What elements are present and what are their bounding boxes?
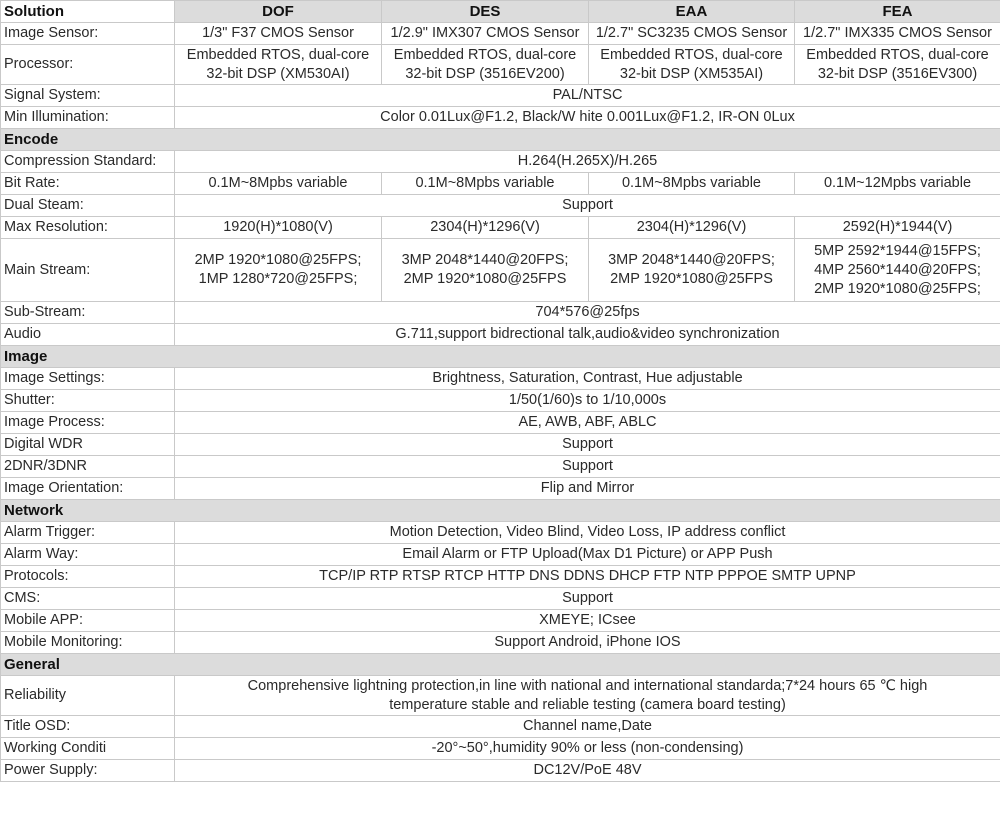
cell-value: Flip and Mirror [175, 478, 1000, 500]
table-row [1, 85, 1000, 107]
row-label: Title OSD: [1, 716, 175, 738]
cell-line: 3MP 2048*1440@20FPS; [401, 252, 569, 268]
table-row [1, 478, 1000, 500]
table-row [1, 173, 1000, 195]
cell-value: 704*576@25fps [175, 302, 1000, 324]
table-row [1, 217, 1000, 239]
cell-value: Support [175, 456, 1000, 478]
model-header-eaa: EAA [589, 1, 795, 23]
row-label: Digital WDR [1, 434, 175, 456]
section-row [1, 129, 1000, 151]
cell-value: PAL/NTSC [175, 85, 1000, 107]
cell-value: Support [175, 195, 1000, 217]
cell-line: 5MP 2592*1944@15FPS; [814, 242, 981, 259]
cell-line: 4MP 2560*1440@20FPS; [814, 261, 981, 278]
table-row [1, 522, 1000, 544]
cell-value: Brightness, Saturation, Contrast, Hue adjustable [175, 368, 1000, 390]
cell-value: Support [175, 588, 1000, 610]
row-label: Working Conditi [1, 738, 175, 760]
row-label: Alarm Way: [1, 544, 175, 566]
table-row [1, 45, 1000, 85]
cell-line: 32-bit DSP (3516EV300) [817, 65, 978, 82]
table-row [1, 610, 1000, 632]
cell-value: Support [175, 434, 1000, 456]
table-row [1, 456, 1000, 478]
cell-value: Support Android, iPhone IOS [175, 632, 1000, 654]
cell-value: 1/2.9" IMX307 CMOS Sensor [382, 23, 589, 45]
section-row [1, 654, 1000, 676]
table-row [1, 324, 1000, 346]
row-label: Min Illumination: [1, 107, 175, 129]
row-label: Alarm Trigger: [1, 522, 175, 544]
row-label: 2DNR/3DNR [1, 456, 175, 478]
cell-value: DC12V/PoE 48V [175, 760, 1000, 782]
row-label: Shutter: [1, 390, 175, 412]
cell-value: G.711,support bidrectional talk,audio&video synchronization [175, 324, 1000, 346]
row-label: Compression Standard: [1, 151, 175, 173]
row-label: Image Sensor: [1, 23, 175, 45]
table-row [1, 566, 1000, 588]
cell-line: Comprehensive lightning protection,in line with national and international standarda;7*24 hours 65 ℃ high [247, 677, 928, 694]
model-header-des: DES [382, 1, 589, 23]
section-row [1, 346, 1000, 368]
row-label: Mobile APP: [1, 610, 175, 632]
section-title-image: Image [1, 346, 1000, 368]
row-label: Max Resolution: [1, 217, 175, 239]
row-label: Image Process: [1, 412, 175, 434]
section-row [1, 500, 1000, 522]
row-label: Protocols: [1, 566, 175, 588]
cell-value [382, 45, 589, 85]
table-row [1, 676, 1000, 716]
cell-line: 32-bit DSP (XM535AI) [619, 65, 764, 82]
cell-value [382, 239, 589, 302]
cell-value: H.264(H.265X)/H.265 [175, 151, 1000, 173]
cell-value [589, 239, 795, 302]
table-row [1, 107, 1000, 129]
solution-header: Solution [1, 1, 175, 23]
row-label: Sub-Stream: [1, 302, 175, 324]
table-row [1, 368, 1000, 390]
cell-line: Embedded RTOS, dual-core [186, 46, 370, 63]
table-row [1, 760, 1000, 782]
cell-value: Motion Detection, Video Blind, Video Loss, IP address conflict [175, 522, 1000, 544]
row-label: Power Supply: [1, 760, 175, 782]
cell-line: 2MP 1920*1080@25FPS; [814, 280, 981, 297]
cell-line: Embedded RTOS, dual-core [806, 46, 989, 63]
row-label: Signal System: [1, 85, 175, 107]
cell-value [175, 676, 1000, 716]
cell-line: Embedded RTOS, dual-core [600, 46, 783, 63]
cell-value: 1920(H)*1080(V) [175, 217, 382, 239]
cell-value: 0.1M~8Mpbs variable [382, 173, 589, 195]
table-row [1, 195, 1000, 217]
row-label: Mobile Monitoring: [1, 632, 175, 654]
cell-line: Embedded RTOS, dual-core [393, 46, 577, 63]
cell-value: 1/2.7" IMX335 CMOS Sensor [795, 23, 1000, 45]
table-row [1, 716, 1000, 738]
cell-value: TCP/IP RTP RTSP RTCP HTTP DNS DDNS DHCP FTP NTP PPPOE SMTP UPNP [175, 566, 1000, 588]
table-row [1, 738, 1000, 760]
section-title-general: General [1, 654, 1000, 676]
table-row [1, 390, 1000, 412]
header-row [1, 1, 1000, 23]
row-label: Bit Rate: [1, 173, 175, 195]
row-label: CMS: [1, 588, 175, 610]
cell-line: 32-bit DSP (XM530AI) [206, 65, 350, 82]
cell-value: 1/50(1/60)s to 1/10,000s [175, 390, 1000, 412]
row-label: Dual Steam: [1, 195, 175, 217]
cell-line: 3MP 2048*1440@20FPS; [608, 252, 775, 268]
cell-line: 2MP 1920*1080@25FPS; [194, 252, 362, 268]
cell-value [175, 45, 382, 85]
table-row [1, 412, 1000, 434]
table-row [1, 239, 1000, 302]
cell-value [589, 45, 795, 85]
row-label: Main Stream: [1, 239, 175, 302]
cell-value: 1/2.7" SC3235 CMOS Sensor [589, 23, 795, 45]
row-label: Audio [1, 324, 175, 346]
table-row [1, 23, 1000, 45]
cell-value: 0.1M~12Mpbs variable [795, 173, 1000, 195]
cell-value: Color 0.01Lux@F1.2, Black/W hite 0.001Lux@F1.2, IR-ON 0Lux [175, 107, 1000, 129]
model-header-dof: DOF [175, 1, 382, 23]
model-header-fea: FEA [795, 1, 1000, 23]
cell-value [795, 45, 1000, 85]
cell-value: XMEYE; ICsee [175, 610, 1000, 632]
section-title-encode: Encode [1, 129, 1000, 151]
cell-value: AE, AWB, ABF, ABLC [175, 412, 1000, 434]
row-label: Reliability [1, 676, 175, 716]
table-row [1, 588, 1000, 610]
cell-value [175, 239, 382, 302]
cell-value: 0.1M~8Mpbs variable [589, 173, 795, 195]
table-row [1, 151, 1000, 173]
cell-line: 1MP 1280*720@25FPS; [198, 271, 358, 287]
table-row [1, 434, 1000, 456]
cell-line: 2MP 1920*1080@25FPS [610, 271, 773, 287]
cell-value: 1/3" F37 CMOS Sensor [175, 23, 382, 45]
cell-value: Email Alarm or FTP Upload(Max D1 Picture) or APP Push [175, 544, 1000, 566]
cell-value: 2592(H)*1944(V) [795, 217, 1000, 239]
cell-value [795, 239, 1000, 302]
row-label: Processor: [1, 45, 175, 85]
table-row [1, 302, 1000, 324]
cell-value: Channel name,Date [175, 716, 1000, 738]
cell-line: temperature stable and reliable testing (camera board testing) [389, 696, 786, 713]
cell-value: 2304(H)*1296(V) [589, 217, 795, 239]
table-row [1, 544, 1000, 566]
cell-value: 2304(H)*1296(V) [382, 217, 589, 239]
section-title-network: Network [1, 500, 1000, 522]
cell-line: 32-bit DSP (3516EV200) [405, 65, 565, 82]
row-label: Image Orientation: [1, 478, 175, 500]
row-label: Image Settings: [1, 368, 175, 390]
table-row [1, 632, 1000, 654]
cell-value: 0.1M~8Mpbs variable [175, 173, 382, 195]
cell-line: 2MP 1920*1080@25FPS [403, 271, 567, 287]
cell-value: -20°~50°,humidity 90% or less (non-condensing) [175, 738, 1000, 760]
